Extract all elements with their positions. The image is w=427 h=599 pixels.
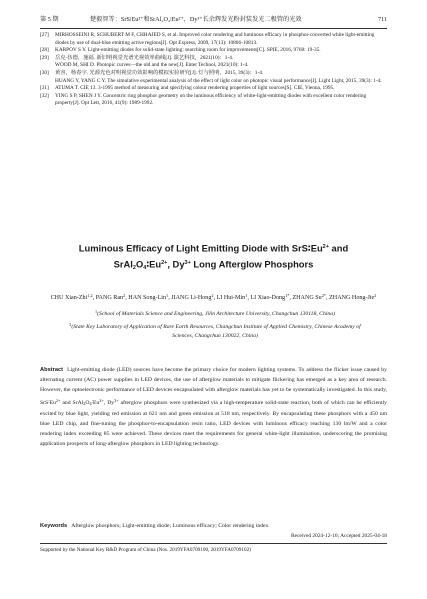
reference-text: 黄容，杨春宇. 光源光色对明视觉功效影响的模拟实验研究[J]. 灯与照明，2015, 39(3)：1-4. [55,69,264,76]
reference-number: [32] [40,92,49,99]
author-affiliation-mark: 2 [123,293,126,298]
footnote-divider [40,543,387,544]
author-separator: , [125,295,129,302]
reference-number: [28] [40,47,49,54]
reference-text: KARPOV S Y. Light-emitting diodes for solid-state lighting: searching room for improvements[C]. SPIE, 2016, 9768: 19-35. [55,47,321,54]
author-affiliation-mark: 1* [285,293,290,298]
header-divider [40,28,387,29]
author-separator: , [92,295,96,302]
author [96,295,129,301]
reference-text: MIRHOSSEINI R, SCHUBERT M F, CHHAJED S, et al. Improved color rendering and luminous efficacy in phosphor-converted white light-emitting diodes by use of dual-blue emitting active regions[J]. Opt Express, 2009, 17(13): 10806-10813. [55,32,375,46]
author-name: JIANG Li-Hong [171,295,212,302]
keywords-label: Keywords [40,523,68,529]
reference-text: 岳克-伍德，施福. 新旧明视觉光谱光视效率曲线[J]. 演艺科技，2021(10)：1-4. [55,54,234,61]
author-name: PANG Ran [95,295,124,302]
reference-number: [27] [40,32,49,38]
keywords [40,522,387,531]
affiliation-2: $^2$(State Key Laboratory of Application of Rare Earth Resources, Changchun Institute of Applied Chemistry, Chinese Academy of Sciences, Changchun 130022, China) [69,322,361,339]
author-name: HAN Song-Lin [128,295,167,302]
reference-item [40,93,387,108]
title-line-1: Luminous Efficacy of Light Emitting Diode with $SrS∶Eu^{2+}$ and [78,242,349,254]
author-name: CHU Xian-Zhi [50,295,88,302]
reference-item [40,47,387,55]
reference-text: YING S P, SHEN J Y. Concentric ring phosphor geometry on the luminous efficiency of white-light-emitting diodes with excellent color rendering property[J]. Opt Lett, 2016, 41(9): 1989-1992. [55,92,367,107]
author-separator: , [326,295,330,302]
author-affiliation-mark: 2* [321,293,327,298]
reference-text: WOOD M, SHI D. Photopic curves—the old and the new[J]. Enter Technol, 2021(10): 1-4. [55,62,249,69]
author-affiliation-mark: 1,2 [87,293,93,298]
affiliation-1: $^1$(School of Materials Science and Engineering, Jilin Architecture University, Changchun 130118, China) [95,309,335,317]
author [250,295,292,301]
paper-title [40,240,387,276]
reference-text: HUANG Y, YANG C Y. The simulative experimental analysis of the effect of light color on photopic visual performance[J]. Light Light, 2015, 39(3): 1-4. [55,77,382,84]
page-number: 711 [377,16,387,23]
author-affiliation-mark: 2 [374,293,377,298]
reference-item [40,62,387,70]
reference-number: [29] [40,54,49,61]
author [51,295,96,301]
title-line-2: $SrAl_2O_4∶Eu^{2+}$, $Dy^{3+}$ Long Afterglow Phosphors [113,258,314,271]
author [217,295,251,301]
author-separator: , [168,295,172,302]
author-affiliation-mark: 1 [245,293,248,298]
funding-footnote: Supported by the National Key R&D Program of China (Nos. 2019YFA0709100, 2019YFA0709102) [40,547,251,553]
author-name: LI Hui-Min [216,295,246,302]
author-name: ZHANG Hong-Jie [329,295,375,302]
author-affiliation-mark: 2 [211,293,214,298]
abstract: Abstract Light-emitting diode (LED) sources have become the primary choice for modern lighting systems. To address the flicker issue caused by alternating current (AC) power supplies in LED devices, the use of afterglow materials to mitigate flickering has emerged as a key area of research. However, the optoelectronic performance of LED devices encapsulated with afterglow materials has yet to be systematically investigated. In this study, $SrS∶Eu^{2+}$ and $SrAl_2O_4∶Eu^{2+}$, $Dy^{3+}$ afterglow phosphors were synthesized via a high-temperature solid-state reaction, both of which can be efficiently excited by blue light, yielding red emission at 621 nm and green emission at 518 nm, respectively. By encapsulating these phosphors with a 450 nm blue LED chip, and fine-tuning the phosphor-to-encapsulation resin ratio, LED devices with luminous efficacy reaching 130 lm/W and a color rendering index exceeding 85 were achieved. These devices meet the requirements for general white-light illumination, underscoring the promising application prospects of long-afterglow phosphors in LED lighting technology. [40,367,387,448]
author [292,295,329,301]
abstract-label: Abstract [40,367,64,373]
reference-item [40,70,387,78]
running-header [40,14,387,26]
author-name: ZHANG Su [292,295,322,302]
author-name: LI Xiao-Dong [250,295,286,302]
author-affiliation-mark: 1 [166,293,169,298]
author [128,295,171,301]
author [329,295,376,301]
running-title: 楚毅智等：SrS∶Eu²⁺和SrAl₂O₄∶Eu²⁺，Dy³⁺长余辉发光粉封装发光二极管的光效 [90,16,302,23]
author-list [40,291,387,303]
reference-number: [30] [40,69,49,76]
received-accepted-dates: Received 2024-12-16; Accepted 2025-04-18 [291,533,387,539]
reference-text: ATUMA T. CIE 13. 3-1995 method of measuring and specifying colour rendering properties of light sources[S]. CIE, Vienna, 1995. [55,85,335,92]
reference-item [40,32,387,47]
keywords-text: Afterglow phosphors; Light-emitting diode; Luminous efficacy; Color rendering index [71,523,269,529]
author-separator: , [247,295,251,302]
issue-label: 第 5 期 [40,16,59,23]
author-separator: , [213,295,217,302]
author [171,295,216,301]
author-separator: , [289,295,293,302]
reference-item [40,85,387,93]
reference-number: [31] [40,85,49,92]
reference-list [40,32,387,108]
